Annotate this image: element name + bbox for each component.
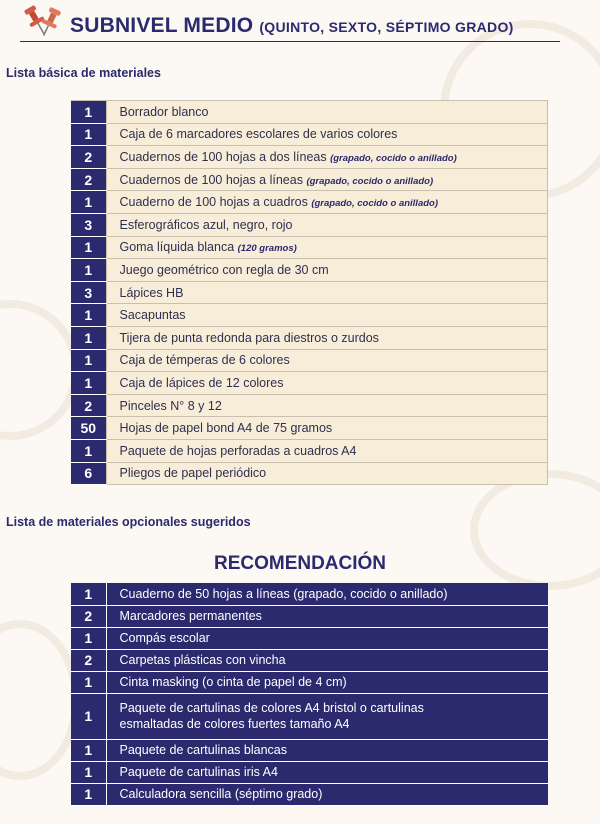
- quantity-cell: 50: [71, 417, 106, 440]
- quantity-cell: 1: [71, 693, 106, 739]
- item-cell: [106, 168, 548, 191]
- item-text: Lápices HB: [119, 285, 184, 300]
- item-cell: [106, 417, 548, 440]
- page-title: [70, 14, 514, 38]
- quantity-cell: 1: [71, 326, 106, 349]
- item-text: Borrador blanco: [119, 104, 209, 119]
- item-text: Tijera de punta redonda para diestros o zurdos: [119, 330, 379, 345]
- table-row: [71, 191, 548, 214]
- item-cell: [106, 259, 548, 282]
- item-text: Cuadernos de 100 hojas a dos líneas: [119, 149, 327, 164]
- quantity-cell: 1: [71, 783, 106, 805]
- item-note: (grapado, cocido o anillado): [306, 175, 434, 187]
- table-row: [71, 213, 548, 236]
- quantity-cell: 1: [71, 101, 106, 124]
- item-note: (120 gramos): [237, 243, 297, 255]
- item-cell: [106, 236, 548, 259]
- quantity-cell: 2: [71, 605, 106, 627]
- item-text: Caja de 6 marcadores escolares de varios colores: [119, 127, 398, 142]
- table-row: [71, 671, 548, 693]
- item-text: Pliegos de papel periódico: [119, 466, 267, 481]
- item-cell: Marcadores permanentes: [106, 605, 548, 627]
- item-note: (grapado, cocido o anillado): [311, 198, 439, 210]
- item-cell: [106, 439, 548, 462]
- optional-list-heading: Lista de materiales opcionales sugeridos: [6, 515, 251, 529]
- quantity-cell: 1: [71, 439, 106, 462]
- quantity-cell: 2: [71, 394, 106, 417]
- quantity-cell: 1: [71, 739, 106, 761]
- item-cell: Paquete de cartulinas blancas: [106, 739, 548, 761]
- item-text: Cuadernos de 100 hojas a líneas: [119, 172, 303, 187]
- quantity-cell: 1: [71, 349, 106, 372]
- item-text: Cuaderno de 100 hojas a cuadros: [119, 195, 308, 210]
- item-text: Pinceles N° 8 y 12: [119, 398, 222, 413]
- quantity-cell: 1: [71, 304, 106, 327]
- table-row: [71, 394, 548, 417]
- item-text: Juego geométrico con regla de 30 cm: [119, 262, 329, 277]
- item-text: Goma líquida blanca: [119, 240, 235, 255]
- item-cell: Cuaderno de 50 hojas a líneas (grapado, cocido o anillado): [106, 583, 548, 605]
- table-row: [71, 168, 548, 191]
- quantity-cell: 2: [71, 146, 106, 169]
- background-swirl: [0, 300, 80, 440]
- recommendation-title: RECOMENDACIÓN: [213, 553, 387, 574]
- item-text: Caja de témperas de 6 colores: [119, 353, 290, 368]
- quantity-cell: 1: [71, 671, 106, 693]
- item-cell: [106, 191, 548, 214]
- item-cell: [106, 213, 548, 236]
- table-row: [71, 372, 548, 395]
- item-text: Hojas de papel bond A4 de 75 gramos: [119, 421, 333, 436]
- table-row: [71, 326, 548, 349]
- quantity-cell: 2: [71, 168, 106, 191]
- table-row: [71, 439, 548, 462]
- background-swirl: [0, 620, 80, 780]
- quantity-cell: 1: [71, 123, 106, 146]
- quantity-cell: 2: [71, 649, 106, 671]
- title-main: SUBNIVEL MEDIO: [70, 14, 254, 37]
- item-cell: Calculadora sencilla (séptimo grado): [106, 783, 548, 805]
- item-cell: [106, 123, 548, 146]
- item-cell: [106, 349, 548, 372]
- item-text: Caja de lápices de 12 colores: [119, 375, 284, 390]
- item-cell: Paquete de cartulinas iris A4: [106, 761, 548, 783]
- item-cell: [106, 146, 548, 169]
- quantity-cell: 1: [71, 191, 106, 214]
- quantity-cell: 3: [71, 281, 106, 304]
- table-row: [71, 349, 548, 372]
- item-note: (grapado, cocido o anillado): [330, 152, 457, 164]
- table-row: [71, 627, 548, 649]
- page-header: [20, 4, 560, 42]
- table-row: [71, 693, 548, 739]
- item-cell: [106, 462, 548, 485]
- item-cell: [106, 281, 548, 304]
- table-row: [71, 417, 548, 440]
- table-row: [71, 649, 548, 671]
- quantity-cell: 1: [71, 372, 106, 395]
- item-text: Paquete de hojas perforadas a cuadros A4: [119, 443, 357, 458]
- table-row: [71, 304, 548, 327]
- item-cell: [106, 326, 548, 349]
- item-cell: Compás escolar: [106, 627, 548, 649]
- item-cell: Paquete de cartulinas de colores A4 bristol o cartulinas esmaltadas de colores fuertes tamaño A4: [106, 693, 548, 739]
- quantity-cell: 1: [71, 627, 106, 649]
- optional-materials-table: [71, 583, 548, 806]
- table-row: [71, 123, 548, 146]
- item-cell: Cinta masking (o cinta de papel de 4 cm): [106, 671, 548, 693]
- item-text: Esferográficos azul, negro, rojo: [119, 217, 293, 232]
- table-row: [71, 761, 548, 783]
- basic-materials-table: [71, 100, 548, 485]
- basic-list-heading: Lista básica de materiales: [6, 66, 161, 80]
- table-row: [71, 583, 548, 605]
- item-cell: [106, 372, 548, 395]
- table-row: [71, 101, 548, 124]
- item-cell: [106, 101, 548, 124]
- table-row: [71, 739, 548, 761]
- quantity-cell: 1: [71, 583, 106, 605]
- item-cell: [106, 394, 548, 417]
- table-row: [71, 783, 548, 805]
- quantity-cell: 1: [71, 761, 106, 783]
- item-text: Sacapuntas: [119, 308, 186, 323]
- item-cell: [106, 304, 548, 327]
- table-row: [71, 281, 548, 304]
- quantity-cell: 1: [71, 236, 106, 259]
- pushpin-icon: [20, 4, 64, 40]
- title-subtitle: (QUINTO, SEXTO, SÉPTIMO GRADO): [259, 19, 514, 35]
- table-row: [71, 259, 548, 282]
- quantity-cell: 6: [71, 462, 106, 485]
- quantity-cell: 3: [71, 213, 106, 236]
- quantity-cell: 1: [71, 259, 106, 282]
- table-row: [71, 236, 548, 259]
- item-cell: Carpetas plásticas con vincha: [106, 649, 548, 671]
- table-row: [71, 462, 548, 485]
- table-row: [71, 605, 548, 627]
- table-row: [71, 146, 548, 169]
